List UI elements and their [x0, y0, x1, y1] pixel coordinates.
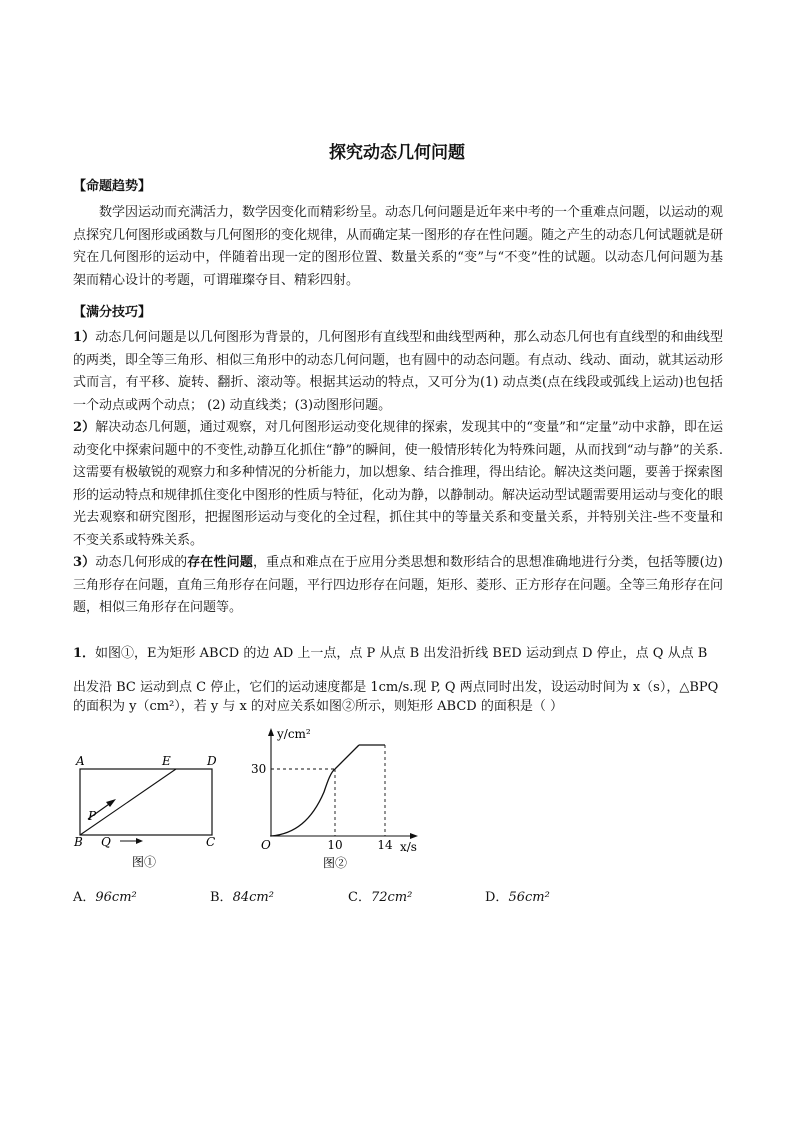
- figure-1-caption: 图①: [131, 855, 157, 869]
- skill-3-text-post: ，重点和难点在于应用分类思想和数形结合的思想准确地进行分类，包括等腰(边)三角形存在问题，直角三角形存在问题，平行四边形存在问题，矩形、菱形、正方形存在问题。全等三角形存在问题，相似三角形存在问题等。: [73, 555, 724, 616]
- skill-2-text: 解决动态几何题，通过观察，对几何图形运动变化规律的探索，发现其中的“变量”和“定量”动中求静，即在运动变化中探索问题中的不变性,动静互化抓住“静”的瞬间，使一般情形转化为特殊问题，从而找到“动与静”的关系.这需要有极敏锐的观察力和多种情况的分析能力，加以想象、结合推理，得出结论。解决这类问题，要善于探索图形的运动特点和规律抓住变化中图形的性质与特征，化动为静，以静制动。解决运动型试题需要用运动与变化的眼光去观察和研究图形，把握图形运动与变化的全过程，抓住其中的等量关系和变量关系，并特别关注-些不变量和不变关系或特殊关系。: [73, 420, 724, 548]
- skill-1-text: 动态几何问题是以几何图形为背景的，几何图形有直线型和曲线型两种，那么动态几何也有直线型的和曲线型的两类，即全等三角形、相似三角形中的动态几何问题，也有圆中的动态问题。有点动、线动、面动，就其运动形式而言，有平移、旋转、翻折、滚动等。根据其运动的特点，又可分为(1) 动点类(点在线段或弧线上运动)也包括一个动点或两个动点； (2) 动直线类；(3)动图形问题。: [73, 330, 724, 413]
- choice-a-label: A．: [73, 890, 96, 905]
- figure-2-graph: [250, 722, 430, 877]
- choice-d-label: D．: [485, 890, 509, 905]
- skill-1-paragraph: [73, 327, 723, 417]
- label-d: D: [207, 754, 217, 768]
- x-tick-14: 14: [377, 838, 393, 852]
- skill-3-number: 3）: [73, 555, 96, 570]
- skill-3-bold-term: 存在性问题: [187, 555, 253, 570]
- y-tick-30: 30: [251, 762, 267, 776]
- choice-c-value: 72cm²: [370, 890, 413, 905]
- trend-paragraph: 数学因运动而充满活力，数学因变化而精彩纷呈。动态几何问题是近年来中考的一个重难点问题，以运动的观点探究几何图形或函数与几何图形的变化规律，从而确定某一图形的存在性问题。随之产生的动态几何试题就是研究在几何图形的运动中，伴随着出现一定的图形位置、数量关系的“变”与“不变”性的试题。以动态几何问题为基架而精心设计的考题，可谓璀璨夺目、精彩四射。: [73, 205, 724, 288]
- skill-2-paragraph: [73, 417, 723, 553]
- skill-2-number: 2）: [73, 420, 96, 435]
- label-p: P: [88, 809, 97, 823]
- x-axis-arrow: [410, 833, 418, 839]
- question-text-1: 如图①，E为矩形 ABCD 的边 AD 上一点，点 P 从点 B 出发沿折线 BED 运动到点 D 停止，点 Q 从点 B: [95, 646, 708, 661]
- choice-a-value: 96cm²: [95, 890, 137, 905]
- question-line-2: 出发沿 BC 运动到点 C 停止，它们的运动速度都是 1cm/s.现 P, Q 两点同时出发，设运动时间为 x（s），△BPQ: [73, 680, 719, 695]
- choice-c: [348, 886, 412, 905]
- label-e: E: [162, 754, 171, 768]
- arrow-q-head: [136, 838, 143, 844]
- rectangle-abcd: [80, 769, 212, 835]
- trend-heading: 【命题趋势】: [73, 179, 152, 194]
- y-axis-arrow: [268, 728, 274, 736]
- question-line-3: 的面积为 y（cm²），若 y 与 x 的对应关系如图②所示，则矩形 ABCD 的面积是（ ）: [73, 699, 563, 714]
- skill-3-paragraph: [73, 552, 723, 620]
- question-number: 1．: [73, 646, 96, 661]
- curve-segment: [271, 769, 335, 836]
- y-axis-label: y/cm²: [277, 727, 311, 741]
- label-b: B: [74, 835, 83, 849]
- skill-3-text-pre: 动态几何形成的: [95, 555, 188, 570]
- x-tick-10: 10: [327, 838, 343, 852]
- label-c: C: [206, 835, 216, 849]
- choice-d-value: 56cm²: [508, 890, 550, 905]
- choice-d: [485, 886, 550, 905]
- x-axis-label: x/s: [400, 840, 417, 854]
- label-q: Q: [101, 835, 111, 849]
- origin-label: O: [261, 838, 271, 852]
- linear-segment: [335, 745, 359, 769]
- choice-b: [210, 886, 274, 905]
- skill-1-number: 1）: [73, 330, 96, 345]
- label-a: A: [76, 754, 85, 768]
- choice-b-value: 84cm²: [232, 890, 274, 905]
- page-title: 探究动态几何问题: [329, 143, 465, 163]
- choice-c-label: C．: [348, 890, 371, 905]
- figure-2-caption: 图②: [322, 856, 348, 870]
- question-line-1: [73, 642, 723, 661]
- skills-heading: 【满分技巧】: [73, 305, 152, 320]
- figure-1-rectangle: [66, 750, 236, 875]
- choice-a: [73, 886, 137, 905]
- choice-b-label: B．: [210, 890, 233, 905]
- segment-be: [80, 769, 176, 835]
